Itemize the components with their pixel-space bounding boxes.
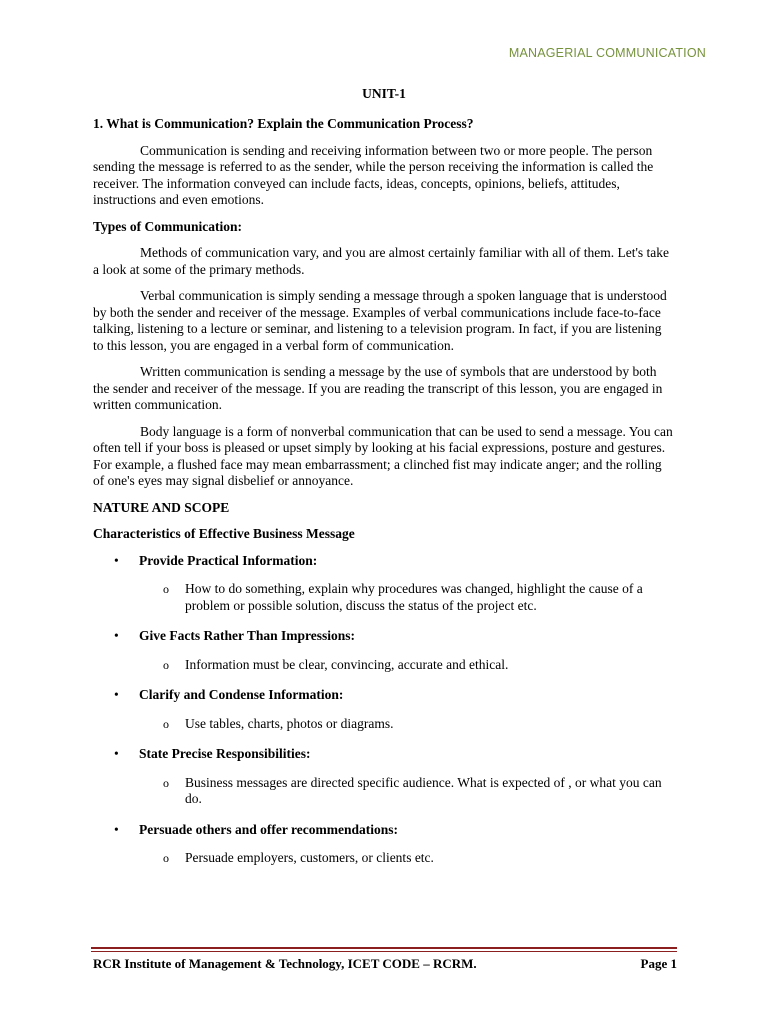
bullet-title: Persuade others and offer recommendations: xyxy=(139,821,398,837)
footer-institute: RCR Institute of Management & Technology, ICET CODE – RCRM. xyxy=(93,956,477,971)
bullet-title: Clarify and Condense Information: xyxy=(139,687,344,702)
sub-bullet-text: Business messages are directed specific audience. What is expected of , or what you can do. xyxy=(185,774,662,806)
list-item xyxy=(93,628,675,673)
bullet-title: Give Facts Rather Than Impressions: xyxy=(139,628,356,643)
types-heading: Types of Communication: xyxy=(93,218,243,234)
bullet-title: State Precise Responsibilities: xyxy=(139,746,311,761)
sub-bullet-icon: o xyxy=(163,851,169,865)
sub-bullet-text: How to do something, explain why procedures was changed, highlight the cause of a problem or possible solution, discuss the status of the project etc. xyxy=(185,581,643,613)
sub-bullet-text: Persuade employers, customers, or clients etc. xyxy=(185,850,434,865)
list-item xyxy=(93,687,675,732)
sub-bullet-icon: o xyxy=(163,716,169,731)
unit-title: UNIT-1 xyxy=(362,86,406,101)
bullet-icon: • xyxy=(114,746,119,761)
nature-scope-heading: NATURE AND SCOPE xyxy=(93,499,230,515)
paragraph-verbal: Verbal communication is simply sending a message through a spoken language that is understood by both the sender and receiver of the message. Examples of verbal communications include face-to-face talking, listening to a lecture or seminar, and listening to a television program. In fact, if you are listening to this lesson, you are engaged in a verbal form of communication. xyxy=(93,288,667,353)
footer-rule-thick xyxy=(91,947,677,949)
bullet-icon: • xyxy=(114,552,119,568)
list-item xyxy=(93,746,675,808)
footer-rule-thin xyxy=(91,951,677,952)
characteristics-list xyxy=(93,553,675,867)
document-body xyxy=(93,116,675,881)
sub-bullet-icon: o xyxy=(163,582,169,596)
running-header: MANAGERIAL COMMUNICATION xyxy=(508,46,706,60)
bullet-icon: • xyxy=(114,821,119,837)
list-item xyxy=(93,822,675,867)
bullet-icon: • xyxy=(114,628,119,643)
paragraph-methods: Methods of communication vary, and you are almost certainly familiar with all of them. Let's take a look at some of the primary methods. xyxy=(93,245,670,277)
paragraph-body-language: Body language is a form of nonverbal communication that can be used to send a message. You can often tell if your boss is pleased or upset simply by looking at his facial expressions, posture and gestures. For example, a flushed face may mean embarrassment; a clinched fist may indicate anger; and the rolling of one's eyes may signal disbelief or annoyance. xyxy=(93,423,673,488)
paragraph-written: Written communication is sending a message by the use of symbols that are understood by both the sender and receiver of the message. If you are reading the transcript of this lesson, you are engaged in written communication. xyxy=(93,364,663,412)
paragraph-communication-definition: Communication is sending and receiving information between two or more people. The person sending the message is referred to as the sender, while the person receiving the information is called the receiver. The information conveyed can include facts, ideas, concepts, opinions, beliefs, attitudes, instructions and even emotions. xyxy=(93,142,654,207)
sub-bullet-text: Information must be clear, convincing, accurate and ethical. xyxy=(185,656,509,672)
bullet-title: Provide Practical Information: xyxy=(139,552,318,568)
list-item xyxy=(93,553,675,615)
sub-bullet-icon: o xyxy=(163,775,169,790)
question-heading: 1. What is Communication? Explain the Communication Process? xyxy=(93,116,474,131)
sub-bullet-text: Use tables, charts, photos or diagrams. xyxy=(185,715,394,731)
bullet-icon: • xyxy=(114,687,119,702)
footer-page-number: Page 1 xyxy=(640,956,677,971)
sub-bullet-icon: o xyxy=(163,657,169,672)
characteristics-heading: Characteristics of Effective Business Message xyxy=(93,526,355,541)
